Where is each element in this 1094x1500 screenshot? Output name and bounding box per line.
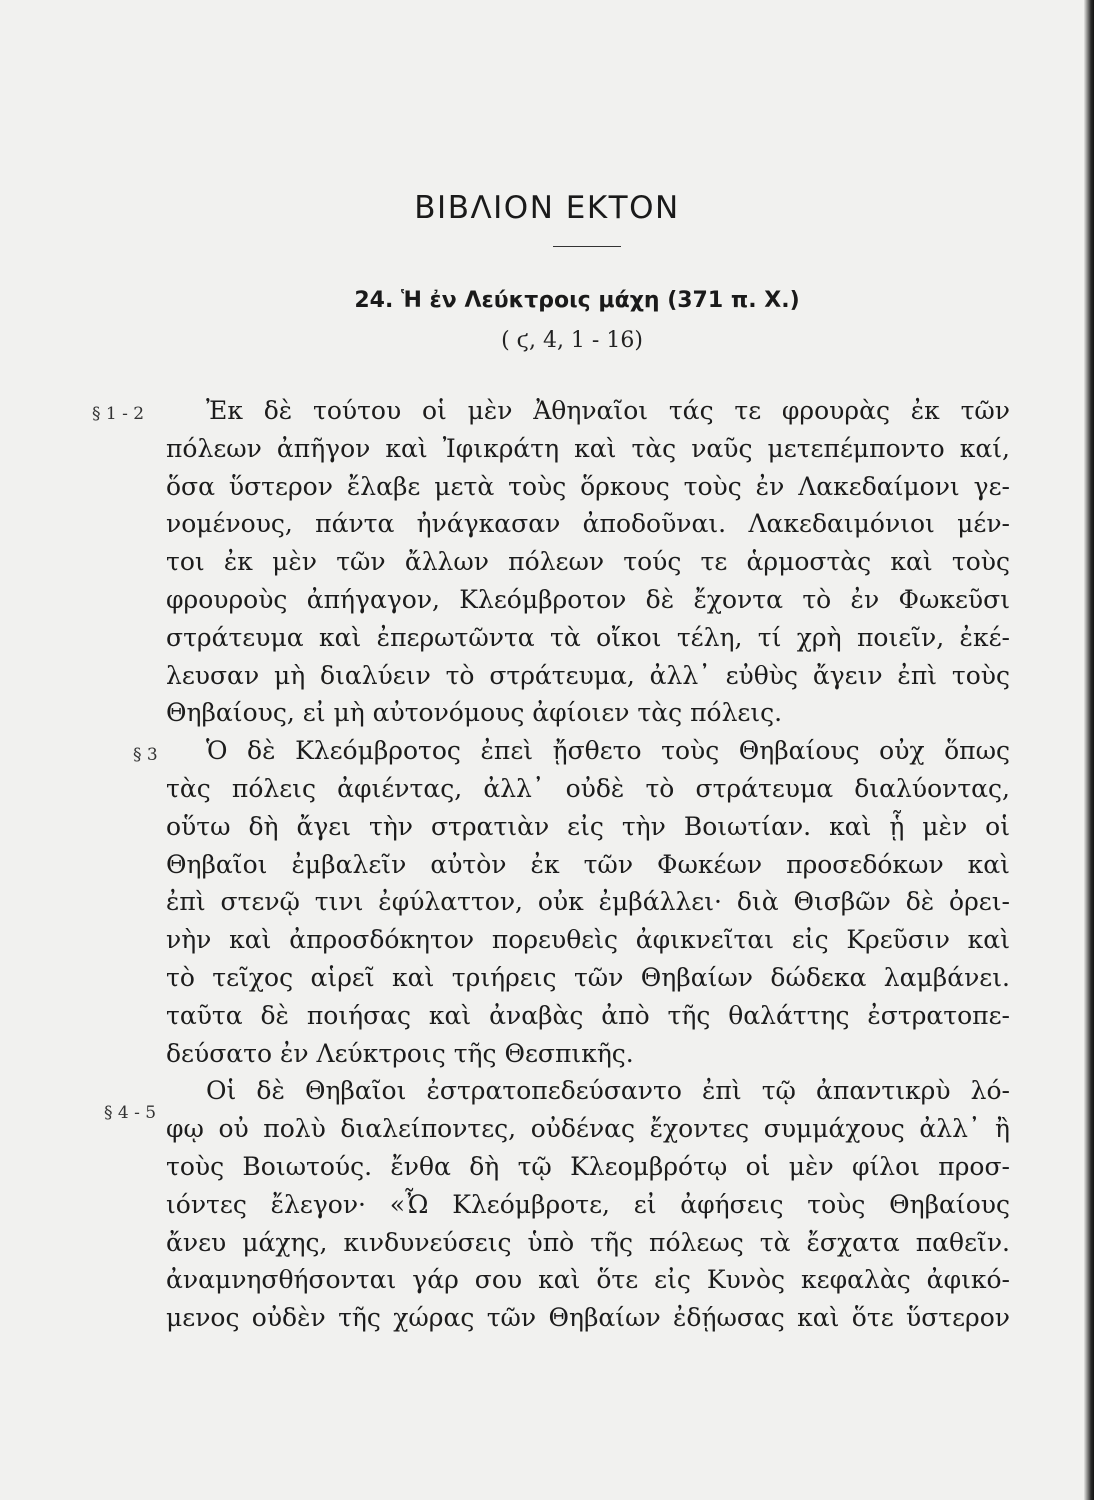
- text-line: Ἐκ δὲ τούτου οἱ μὲν Ἀθηναῖοι τάς τε φρουρὰς ἐκ τῶν: [206, 396, 1010, 425]
- text-line: ἄνευ μάχης, κινδυνεύσεις ὑπὸ τῆς πόλεως τὰ ἔσχατα παθεῖν.: [166, 1227, 1010, 1257]
- text-line: πόλεων ἀπῆγον καὶ Ἰφικράτη καὶ τὰς ναῦς μετεπέμποντο καί,: [166, 433, 1010, 463]
- section-mark-4-5: § 4 - 5: [104, 1103, 157, 1123]
- text-line: τὸ τεῖχος αἱρεῖ καὶ τριήρεις τῶν Θηβαίων δώδεκα λαμβάνει.: [166, 962, 1010, 992]
- chapter-reference: [0, 328, 1094, 353]
- book-title: ΒΙΒΛΙΟΝ ΕΚΤΟΝ: [414, 190, 680, 226]
- section-mark-3: § 3: [133, 745, 158, 765]
- chapter-heading: [0, 288, 1094, 313]
- title-rule: [553, 246, 621, 247]
- chapter-heading-text: 24. Ἡ ἐν Λεύκτροις μάχη (371 π. Χ.): [354, 288, 800, 313]
- text-line: φρουροὺς ἀπήγαγον, Κλεόμβροτον δὲ ἔχοντα τὸ ἐν Φωκεῦσι: [166, 584, 1010, 614]
- text-line: οὕτω δὴ ἄγει τὴν στρατιὰν εἰς τὴν Βοιωτίαν. καὶ ᾗ μὲν οἱ: [166, 811, 1010, 841]
- page-edge-shadow: [1084, 0, 1094, 1500]
- text-line: Οἱ δὲ Θηβαῖοι ἐστρατοπεδεύσαντο ἐπὶ τῷ ἀπαντικρὺ λό-: [206, 1076, 1010, 1106]
- text-line: Θηβαῖοι ἐμβαλεῖν αὐτὸν ἐκ τῶν Φωκέων προσεδόκων καὶ: [166, 849, 1010, 879]
- text-line: Ὁ δὲ Κλεόμβροτος ἐπεὶ ᾔσθετο τοὺς Θηβαίους οὐχ ὅπως: [206, 736, 1010, 766]
- text-line: τοι ἐκ μὲν τῶν ἄλλων πόλεων τούς τε ἁρμοστὰς καὶ τοὺς: [166, 547, 1010, 577]
- text-line: νομένους, πάντα ἠνάγκασαν ἀποδοῦναι. Λακεδαιμόνιοι μέν-: [166, 509, 1010, 539]
- text-line: τοὺς Βοιωτούς. ἔνθα δὴ τῷ Κλεομβρότῳ οἱ μὲν φίλοι προσ-: [166, 1151, 1010, 1181]
- text-line: φῳ οὐ πολὺ διαλείποντες, οὐδένας ἔχοντες συμμάχους ἀλλ᾿ ἢ: [166, 1114, 1010, 1144]
- text-line: στράτευμα καὶ ἐπερωτῶντα τὰ οἴκοι τέλη, τί χρὴ ποιεῖν, ἐκέ-: [166, 622, 1010, 652]
- text-line: ἀναμνησθήσονται γάρ σου καὶ ὅτε εἰς Κυνὸς κεφαλὰς ἀφικό-: [166, 1265, 1010, 1295]
- text-line: Θηβαίους, εἰ μὴ αὐτονόμους ἀφίοιεν τὰς πόλεις.: [166, 698, 783, 728]
- section-mark-1-2: § 1 - 2: [92, 404, 145, 424]
- text-line: ἐπὶ στενῷ τινι ἐφύλαττον, οὐκ ἐμβάλλει· διὰ Θισβῶν δὲ ὀρει-: [166, 887, 1010, 917]
- text-line: ὅσα ὕστερον ἔλαβε μετὰ τοὺς ὅρκους τοὺς ἐν Λακεδαίμονι γε-: [166, 471, 1010, 501]
- body-text: [166, 392, 1010, 1337]
- text-line: ιόντες ἔλεγον· «Ὦ Κλεόμβροτε, εἰ ἀφήσεις τοὺς Θηβαίους: [166, 1189, 1010, 1219]
- text-line: δεύσατο ἐν Λεύκτροις τῆς Θεσπικῆς.: [166, 1038, 634, 1068]
- text-line: νὴν καὶ ἀπροσδόκητον πορευθεὶς ἀφικνεῖται εἰς Κρεῦσιν καὶ: [166, 925, 1010, 955]
- text-line: μενος οὐδὲν τῆς χώρας τῶν Θηβαίων ἐδῄωσας καὶ ὅτε ὕστερον: [166, 1303, 1010, 1333]
- chapter-reference-text: ( ϛ, 4, 1 - 16): [501, 328, 643, 353]
- text-line: λευσαν μὴ διαλύειν τὸ στράτευμα, ἀλλ᾿ εὐθὺς ἄγειν ἐπὶ τοὺς: [166, 660, 1010, 690]
- text-line: τὰς πόλεις ἀφιέντας, ἀλλ᾿ οὐδὲ τὸ στράτευμα διαλύοντας,: [166, 773, 1010, 803]
- text-line: ταῦτα δὲ ποιήσας καὶ ἀναβὰς ἀπὸ τῆς θαλάττης ἐστρατοπε-: [166, 1000, 1010, 1030]
